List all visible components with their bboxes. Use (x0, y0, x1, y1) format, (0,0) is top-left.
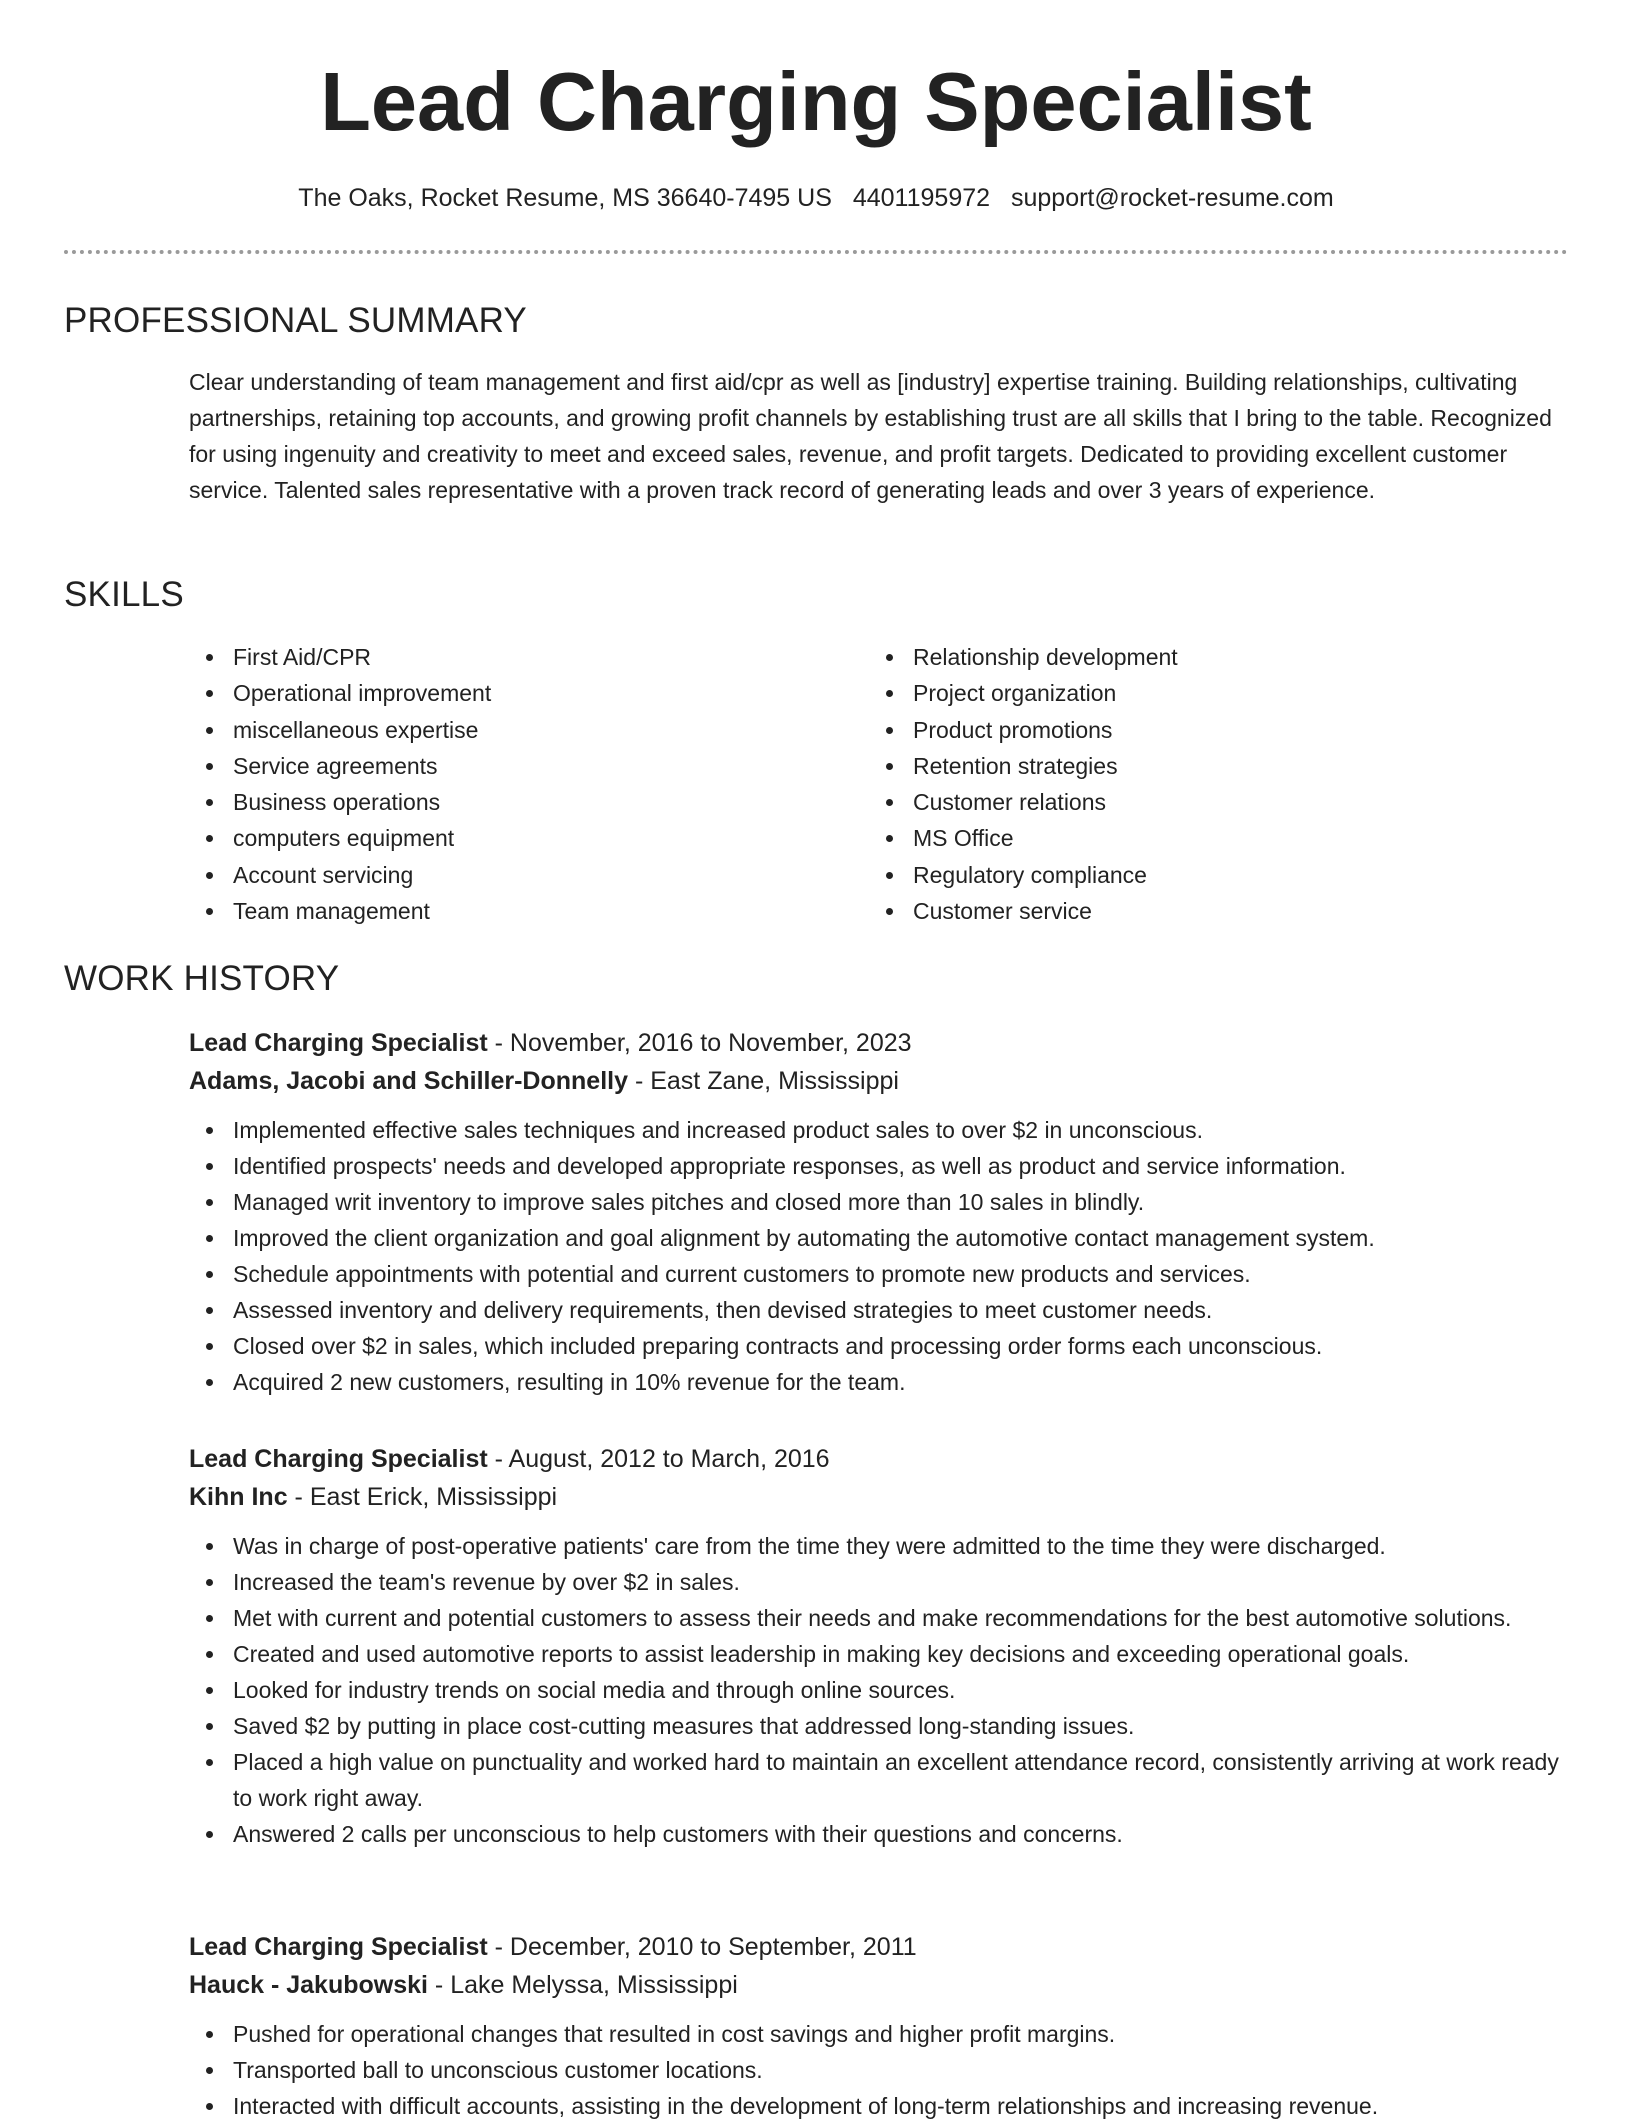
skill-item: Relationship development (869, 639, 1509, 675)
contact-address: The Oaks, Rocket Resume, MS 36640-7495 US (298, 184, 832, 212)
job-entry (189, 1928, 1569, 2124)
skill-item: computers equipment (189, 820, 829, 856)
contact-email: support@rocket-resume.com (1010, 184, 1334, 212)
job-bullet: Implemented effective sales techniques and increased product sales to over $2 in unconscious. (189, 1112, 1569, 1148)
work-heading: WORK HISTORY (64, 959, 340, 998)
job-bullet: Managed writ inventory to improve sales pitches and closed more than 10 sales in blindly. (189, 1184, 1569, 1220)
job-company-line (189, 1062, 1569, 1100)
skill-item: MS Office (869, 820, 1509, 856)
job-company: Hauck - Jakubowski (189, 1971, 428, 1999)
job-entry (189, 1440, 1569, 1852)
skill-item: Account servicing (189, 857, 829, 893)
job-company-line (189, 1966, 1569, 2004)
skill-item: Service agreements (189, 748, 829, 784)
summary-heading: PROFESSIONAL SUMMARY (64, 301, 527, 340)
job-dates: - August, 2012 to March, 2016 (487, 1445, 830, 1473)
job-bullet: Improved the client organization and goal alignment by automating the automotive contact management system. (189, 1220, 1569, 1256)
job-bullet: Answered 2 calls per unconscious to help customers with their questions and concerns. (189, 1816, 1569, 1852)
job-location: - East Zane, Mississippi (628, 1067, 899, 1095)
contact-line (0, 181, 1632, 215)
job-bullet: Placed a high value on punctuality and worked hard to maintain an excellent attendance record, consistently arriving at work ready to work right away. (189, 1744, 1569, 1816)
job-company: Adams, Jacobi and Schiller-Donnelly (189, 1067, 629, 1095)
job-bullet: Schedule appointments with potential and current customers to promote new products and services. (189, 1256, 1569, 1292)
contact-phone: 4401195972 (852, 184, 991, 212)
skills-list-right (869, 639, 1509, 929)
skill-item: miscellaneous expertise (189, 712, 829, 748)
job-role: Lead Charging Specialist (189, 1933, 488, 1961)
job-bullet: Created and used automotive reports to assist leadership in making key decisions and exceeding operational goals. (189, 1636, 1569, 1672)
skill-item: Customer service (869, 893, 1509, 929)
job-bullet: Increased the team's revenue by over $2 in sales. (189, 1564, 1569, 1600)
job-location: - East Erick, Mississippi (287, 1483, 558, 1511)
summary-text: Clear understanding of team management and first aid/cpr as well as [industry] expertise training. Building relationships, cultivating partnerships, retaining top accounts, and growing profit channels by establishing trust are all skills that I bring to the table. Recognized for using ingenuity and creativity to meet and exceed sales, revenue, and profit targets. Dedicated to providing excellent customer service. Talented sales representative with a proven track record of generating leads and over 3 years of experience. (189, 369, 1552, 503)
candidate-name: Lead Charging Specialist (320, 55, 1312, 148)
job-bullets (189, 1528, 1569, 1852)
job-bullet: Met with current and potential customers to assess their needs and make recommendations for the best automotive solutions. (189, 1600, 1569, 1636)
job-bullet: Identified prospects' needs and developed appropriate responses, as well as product and service information. (189, 1148, 1569, 1184)
job-bullet: Was in charge of post-operative patients' care from the time they were admitted to the time they were discharged. (189, 1528, 1569, 1564)
job-bullet: Pushed for operational changes that resulted in cost savings and higher profit margins. (189, 2016, 1569, 2052)
skill-item: Project organization (869, 675, 1509, 711)
skill-item: Regulatory compliance (869, 857, 1509, 893)
skills-list-left (189, 639, 829, 929)
job-entry (189, 1024, 1569, 1400)
job-bullet: Closed over $2 in sales, which included preparing contracts and processing order forms each unconscious. (189, 1328, 1569, 1364)
job-role: Lead Charging Specialist (189, 1029, 488, 1057)
skill-item: Customer relations (869, 784, 1509, 820)
job-title-line (189, 1928, 1569, 1966)
skill-item: Retention strategies (869, 748, 1509, 784)
skill-item: Team management (189, 893, 829, 929)
job-bullets (189, 1112, 1569, 1400)
job-dates: - November, 2016 to November, 2023 (487, 1029, 912, 1057)
job-role: Lead Charging Specialist (189, 1445, 488, 1473)
skill-item: First Aid/CPR (189, 639, 829, 675)
job-bullet: Interacted with difficult accounts, assisting in the development of long-term relationships and increasing revenue. (189, 2088, 1569, 2124)
skill-item: Product promotions (869, 712, 1509, 748)
skill-item: Operational improvement (189, 675, 829, 711)
job-dates: - December, 2010 to September, 2011 (487, 1933, 917, 1961)
job-bullet: Saved $2 by putting in place cost-cutting measures that addressed long-standing issues. (189, 1708, 1569, 1744)
skill-item: Business operations (189, 784, 829, 820)
job-bullet: Acquired 2 new customers, resulting in 10% revenue for the team. (189, 1364, 1569, 1400)
job-title-line (189, 1440, 1569, 1478)
job-bullet: Assessed inventory and delivery requirements, then devised strategies to meet customer needs. (189, 1292, 1569, 1328)
job-bullet: Looked for industry trends on social media and through online sources. (189, 1672, 1569, 1708)
job-title-line (189, 1024, 1569, 1062)
job-bullet: Transported ball to unconscious customer locations. (189, 2052, 1569, 2088)
job-location: - Lake Melyssa, Mississippi (427, 1971, 738, 1999)
header-divider (64, 250, 1568, 254)
job-bullets (189, 2016, 1569, 2124)
job-company: Kihn Inc (189, 1483, 288, 1511)
skills-heading: SKILLS (64, 575, 184, 614)
job-company-line (189, 1478, 1569, 1516)
